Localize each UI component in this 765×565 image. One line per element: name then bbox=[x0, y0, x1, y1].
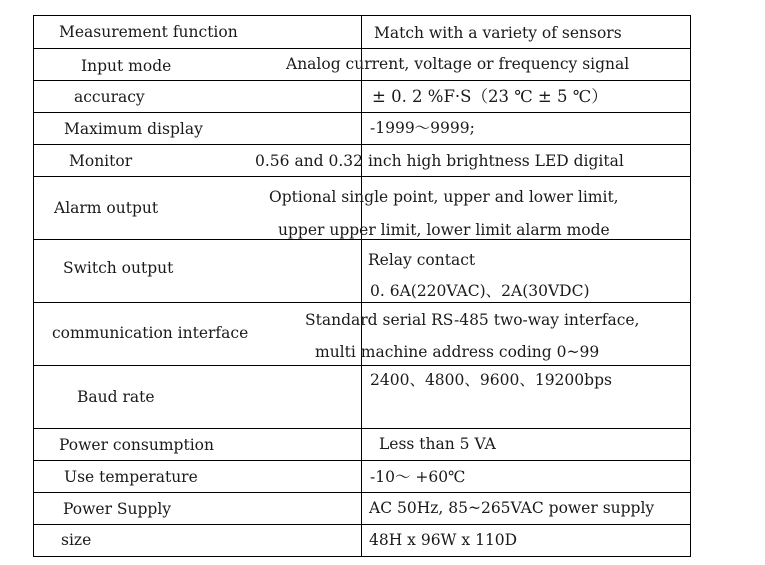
spec-label: Measurement function bbox=[59, 23, 238, 42]
spec-label: Switch output bbox=[63, 259, 174, 278]
spec-value-cell bbox=[362, 461, 691, 493]
table-row bbox=[34, 461, 691, 493]
spec-label-cell bbox=[34, 525, 362, 557]
spec-value: Match with a variety of sensors bbox=[374, 24, 622, 43]
spec-value: 48H x 96W x 110D bbox=[369, 530, 518, 549]
spec-value: -10～ +60℃ bbox=[370, 467, 466, 486]
table-row bbox=[34, 429, 691, 461]
spec-value: Relay contact bbox=[368, 250, 476, 269]
spec-label: size bbox=[61, 530, 92, 549]
spec-label-cell bbox=[34, 113, 362, 145]
spec-value: multi machine address coding 0~99 bbox=[315, 343, 600, 361]
spec-label: accuracy bbox=[74, 87, 145, 106]
spec-value-cell bbox=[362, 493, 691, 525]
spec-value-cell bbox=[286, 49, 691, 81]
table-row bbox=[34, 177, 691, 240]
spec-label: Input mode bbox=[81, 56, 172, 75]
spec-value-cell bbox=[362, 429, 691, 461]
spec-value-cell bbox=[362, 113, 691, 145]
spec-label-cell bbox=[34, 81, 362, 113]
spec-value: upper upper limit, lower limit alarm mode bbox=[278, 221, 610, 239]
spec-value-cell bbox=[362, 240, 691, 303]
table-row bbox=[34, 366, 691, 429]
spec-label-cell bbox=[34, 240, 362, 303]
spec-label-cell bbox=[34, 493, 362, 525]
spec-value: 2400、4800、9600、19200bps bbox=[370, 371, 612, 389]
table-row bbox=[34, 145, 691, 177]
spec-label: communication interface bbox=[52, 324, 249, 343]
spec-value-cell bbox=[305, 303, 691, 366]
spec-value: Analog current, voltage or frequency signal bbox=[286, 54, 630, 73]
spec-label: Alarm output bbox=[54, 199, 159, 218]
specification-table bbox=[33, 15, 691, 557]
table-row bbox=[34, 113, 691, 145]
table-row bbox=[34, 525, 691, 557]
spec-value-cell bbox=[255, 145, 691, 177]
spec-value-cell bbox=[362, 525, 691, 557]
spec-label: Baud rate bbox=[77, 388, 155, 407]
table-row bbox=[34, 240, 691, 303]
spec-value: AC 50Hz, 85~265VAC power supply bbox=[369, 498, 655, 517]
spec-label: Power Supply bbox=[63, 499, 172, 518]
spec-value: -1999～9999; bbox=[370, 118, 475, 137]
table-row bbox=[34, 16, 691, 49]
spec-value: Optional single point, upper and lower limit, bbox=[269, 187, 619, 206]
spec-value: Less than 5 VA bbox=[379, 434, 496, 453]
spec-value-cell bbox=[269, 177, 691, 240]
spec-value-cell bbox=[362, 366, 691, 429]
table-row bbox=[34, 49, 691, 81]
spec-label-cell bbox=[34, 461, 362, 493]
table-row bbox=[34, 303, 691, 366]
spec-label-cell bbox=[34, 366, 362, 429]
table-row bbox=[34, 81, 691, 113]
spec-label: Maximum display bbox=[64, 119, 203, 138]
table-row bbox=[34, 493, 691, 525]
spec-label: Monitor bbox=[69, 151, 133, 170]
spec-value-cell bbox=[362, 16, 691, 49]
spec-value: ± 0. 2 %F·S（23 ℃ ± 5 ℃） bbox=[372, 87, 608, 107]
spec-value: Standard serial RS-485 two-way interface, bbox=[305, 310, 640, 329]
spec-label: Power consumption bbox=[59, 435, 214, 454]
spec-value: 0.56 and 0.32 inch high brightness LED digital bbox=[255, 151, 624, 170]
spec-value-cell bbox=[362, 81, 691, 113]
spec-value: 0. 6A(220VAC)、2A(30VDC) bbox=[370, 282, 590, 300]
spec-label-cell bbox=[34, 429, 362, 461]
spec-label: Use temperature bbox=[64, 467, 198, 486]
spec-label-cell bbox=[34, 16, 362, 49]
